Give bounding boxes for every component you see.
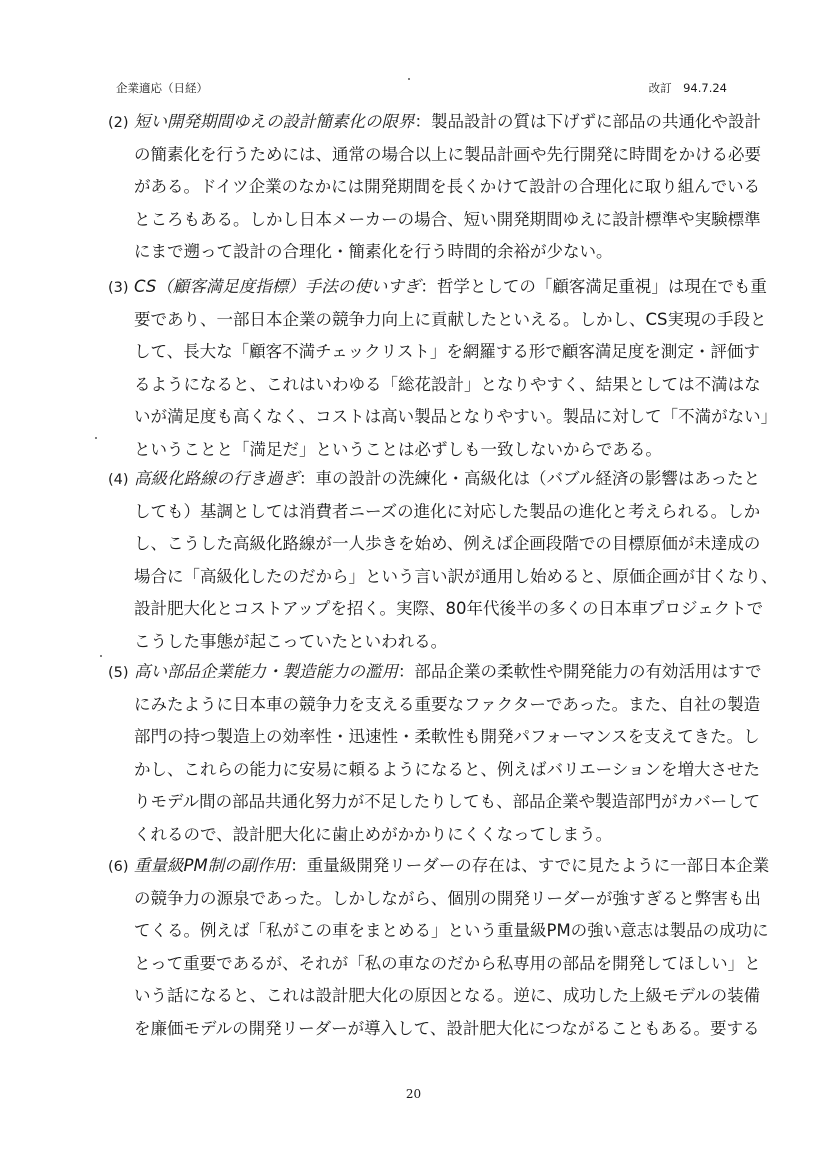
item-first-text: ：製品設計の質は下げずに部品の共通化や設計	[414, 112, 761, 131]
item-text-line: の簡素化を行うためには、通常の場合以上に製品計画や先行開発に時間をかける必要	[134, 144, 761, 164]
item-number: (5)	[108, 665, 129, 681]
item-first-text: ：哲学としての「顧客満足重視」は現在でも重	[420, 277, 767, 296]
item-text-line: 部門の持つ製造上の効率性・迅速性・柔軟性も開発パフォーマンスを支えてきた。し	[134, 727, 760, 746]
item-text-line: とって重要であるが、それが「私の車なのだから私専用の部品を開発してほしい」と	[134, 953, 761, 973]
item-text-line: てくる。例えば「私がこの車をまとめる」という重量級PMの強い意志は製品の成功に	[134, 921, 769, 940]
item-text-line: かし、これらの能力に安易に頼るようになると、例えばバリエーションを増大させた	[134, 759, 761, 779]
item-text-line: にみたように日本車の競争力を支える重要なファクターであった。また、自社の製造	[134, 694, 761, 714]
item-text-line: るようになると、これはいわゆる「総花設計」となりやすく、結果としては不満はな	[134, 374, 761, 394]
item-text-line: 要であり、一部日本企業の競争力向上に貢献したといえる。しかし、CS実現の手段と	[134, 309, 767, 329]
item-heading: 重量級PM制の副作用	[134, 856, 291, 875]
scan-speck	[95, 437, 97, 439]
item-text-line: ということと「満足だ」ということは必ずしも一致しないからである。	[134, 439, 662, 459]
item-first-line	[108, 850, 768, 883]
item-number: (4)	[108, 472, 129, 488]
item-number: (6)	[108, 859, 129, 875]
item-number: (3)	[108, 280, 129, 296]
item-text-line: にまで遡って設計の合理化・簡素化を行う時間的余裕が少ない。	[134, 242, 613, 261]
item-text-line: りモデル間の部品共通化努力が不足したりしても、部品企業や製造部門がカバーして	[134, 792, 761, 811]
header-revision-date: 改訂 94.7.24	[648, 81, 727, 95]
item-first-line	[108, 271, 768, 304]
item-text-line: 設計肥大化とコストアップを招く。実際、80年代後半の多くの日本車プロジェクトで	[134, 599, 764, 618]
item-first-line	[108, 463, 768, 496]
item-heading: 高い部品企業能力・製造能力の濫用	[134, 662, 398, 681]
item-number: (2)	[108, 115, 129, 131]
item-text-line: がある。ドイツ企業のなかには開発期間を長くかけて設計の合理化に取り組んでいる	[134, 177, 761, 196]
item-first-line	[108, 656, 768, 689]
item-first-text: ：部品企業の柔軟性や開発能力の有効活用はすで	[398, 662, 762, 681]
item-heading: 高級化路線の行き過ぎ	[134, 469, 299, 488]
item-heading: 短い開発期間ゆえの設計簡素化の限界	[134, 112, 415, 131]
list-item	[108, 656, 768, 851]
item-heading: CS（顧客満足度指標）手法の使いすぎ	[134, 277, 421, 296]
page-number: 20	[405, 1087, 422, 1101]
scan-speck	[100, 655, 102, 657]
item-first-text: ：重量級開発リーダーの存在は、すでに見たように一部日本企業	[290, 856, 770, 875]
item-text-line: いう話になると、これは設計肥大化の原因となる。逆に、成功した上級モデルの装備	[134, 986, 761, 1005]
item-text-line: くれるので、設計肥大化に歯止めがかかりにくくなってしまう。	[134, 824, 613, 844]
list-item	[108, 850, 768, 1045]
item-text-line: し、こうした高級化路線が一人歩きを始め、例えば企画段階での目標原価が未達成の	[134, 534, 761, 553]
item-text-line: ところもある。しかし日本メーカーの場合、短い開発期間ゆえに設計標準や実験標準	[134, 209, 761, 229]
scan-speck	[408, 78, 410, 80]
list-item	[108, 463, 778, 658]
item-text-line: しても）基調としては消費者ニーズの進化に対応した製品の進化と考えられる。しか	[134, 501, 761, 521]
item-text-line: して、長大な「顧客不満チェックリスト」を網羅する形で顧客満足度を測定・評価す	[134, 342, 760, 361]
header-left: 企業適応（日経）	[116, 81, 208, 95]
item-first-line	[108, 106, 768, 139]
item-text-line: 場合に「高級化したのだから」という言い訳が通用し始めると、原価企画が甘くなり、	[134, 566, 778, 586]
list-item	[108, 271, 778, 466]
item-text-line: の競争力の源泉であった。しかしながら、個別の開発リーダーが強すぎると弊害も出	[134, 888, 761, 908]
item-text-line: いが満足度も高くなく、コストは高い製品となりやすい。製品に対して「不満がない」	[134, 407, 778, 426]
item-text-line: こうした事態が起こっていたといわれる。	[134, 631, 448, 651]
item-first-text: ：車の設計の洗練化・高級化は（バブル経済の影響はあったと	[299, 469, 761, 488]
list-item	[108, 106, 768, 269]
item-text-line: を廉価モデルの開発リーダーが導入して、設計肥大化につながることもある。要する	[134, 1018, 760, 1038]
